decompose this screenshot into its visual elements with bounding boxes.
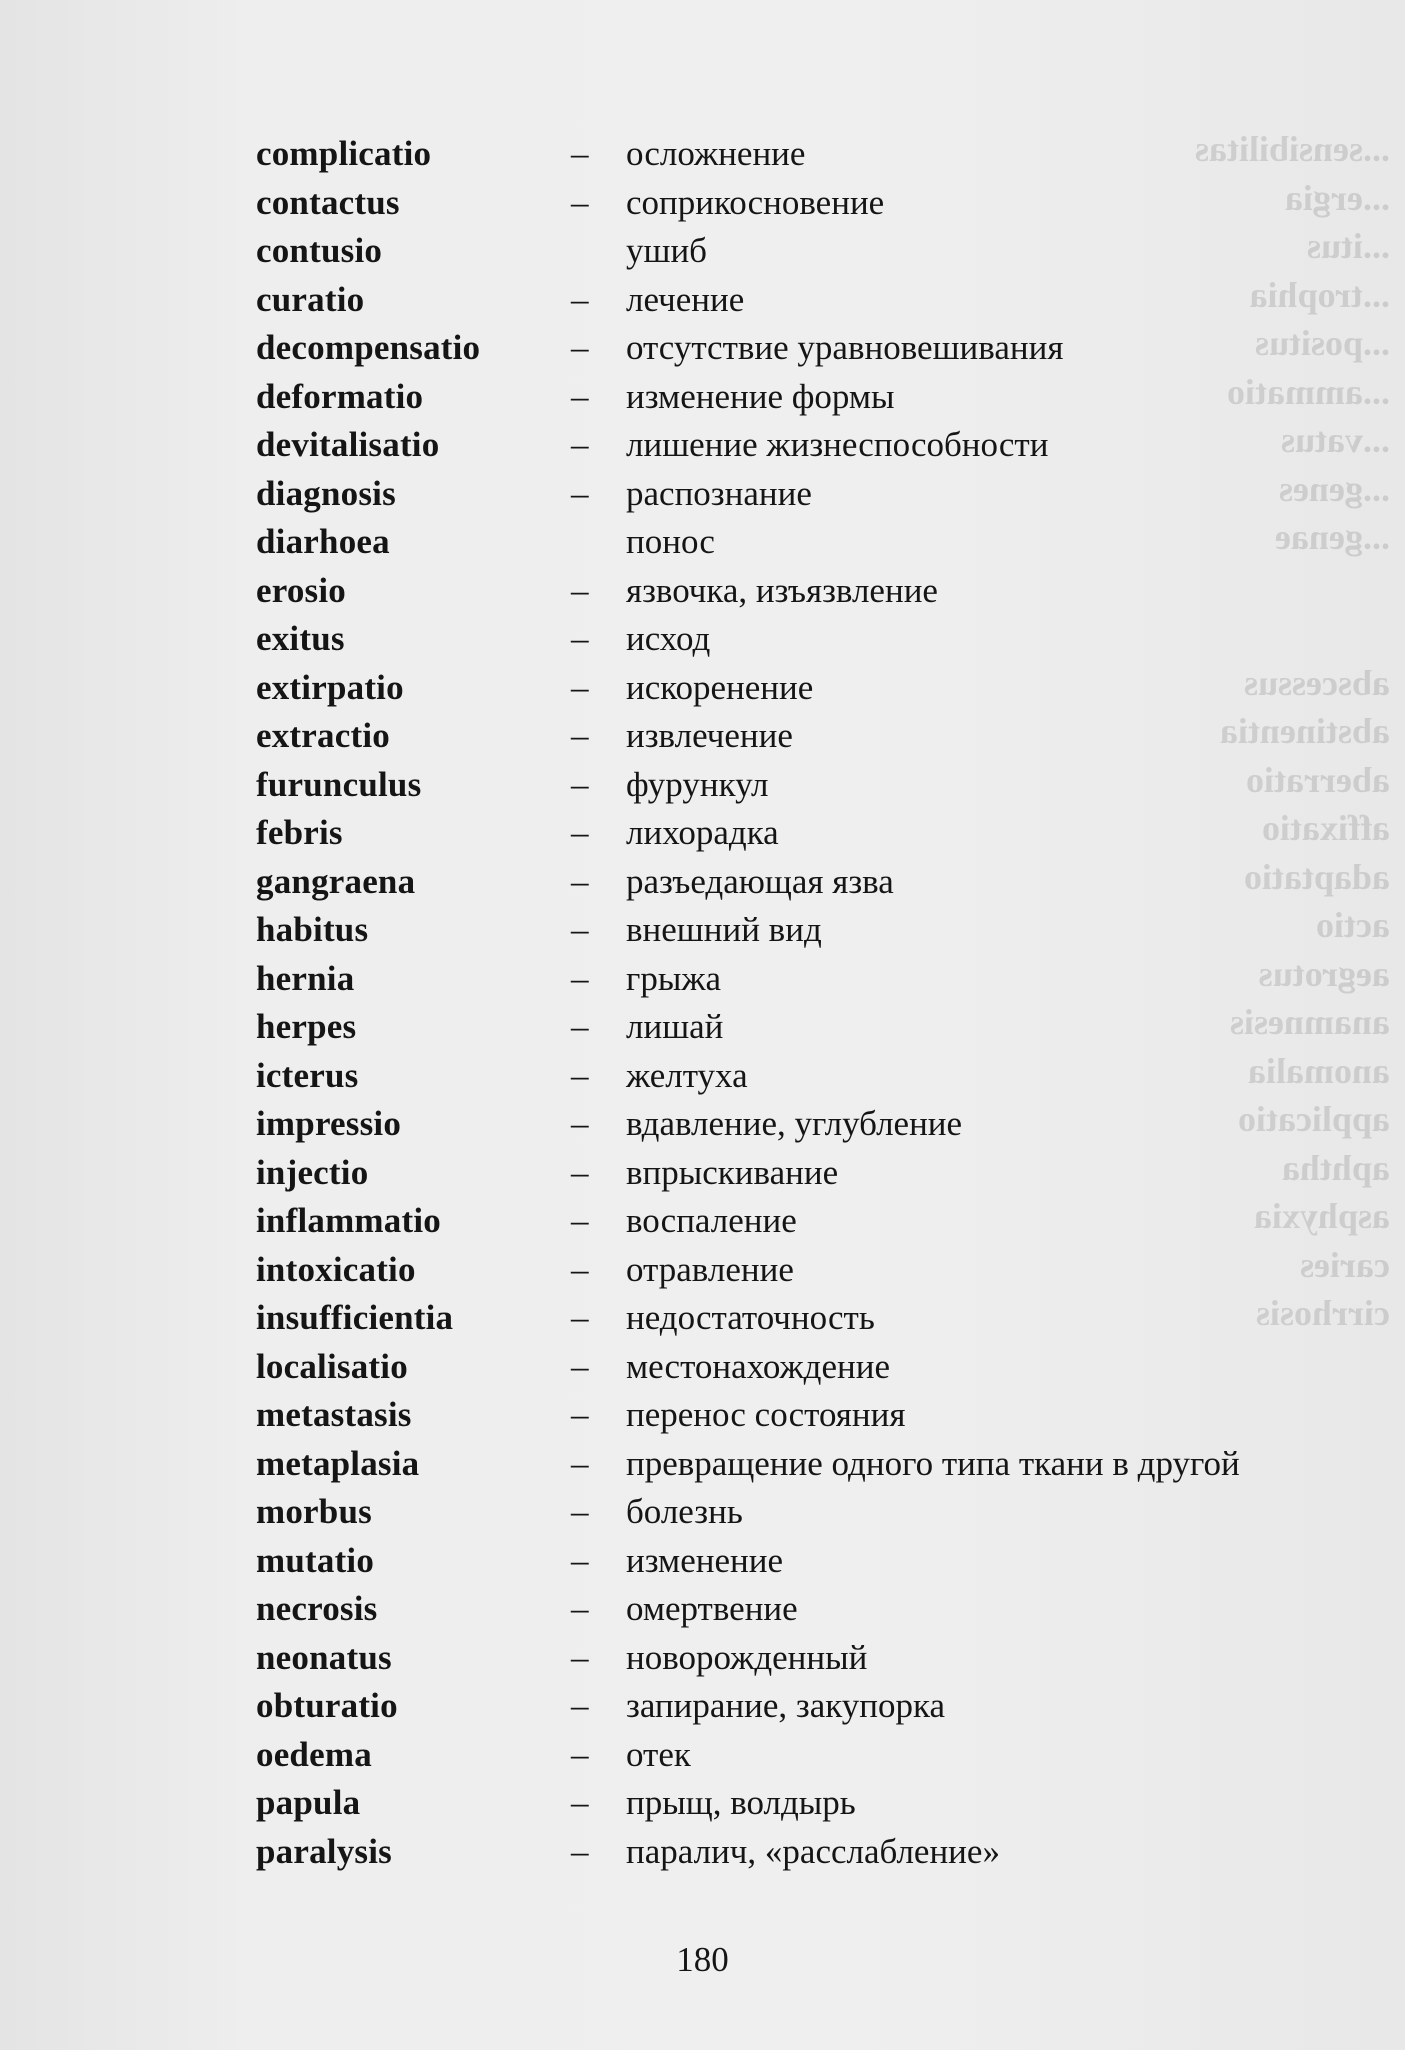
latin-term: impressio: [256, 1104, 402, 1143]
latin-term: metastasis: [256, 1395, 412, 1434]
russian-definition: желтуха: [626, 1055, 748, 1095]
russian-definition: изменение формы: [626, 376, 895, 416]
separator-dash: –: [571, 1783, 589, 1822]
glossary-entry: [256, 906, 1376, 955]
glossary-entry: [256, 518, 1376, 567]
russian-definition: отравление: [626, 1249, 794, 1289]
russian-definition: лишение жизнеспособности: [626, 425, 1049, 464]
russian-definition: отсутствие уравновешивания: [626, 328, 1064, 367]
glossary-entry: [256, 1294, 1376, 1343]
glossary-entry: [256, 858, 1376, 907]
separator-dash: –: [571, 376, 589, 416]
glossary-entry: [256, 1779, 1376, 1828]
separator-dash: –: [571, 1007, 589, 1046]
separator-dash: –: [571, 1395, 589, 1434]
glossary-entry: [256, 955, 1376, 1004]
bleed-through-line: abstinentia: [1219, 711, 1390, 751]
russian-definition: соприкосновение: [626, 182, 885, 222]
bleed-through-line: abscessus: [1243, 662, 1390, 703]
separator-dash: –: [571, 1346, 589, 1386]
glossary-entry: [256, 470, 1376, 519]
russian-definition: искоренение: [626, 667, 814, 707]
glossary-entry: [256, 664, 1376, 713]
russian-definition: впрыскивание: [626, 1152, 839, 1192]
bleed-through-line: ...genae: [1275, 517, 1390, 557]
separator-dash: –: [571, 182, 589, 222]
latin-term: diagnosis: [256, 473, 396, 513]
bleed-through-line: ...positus: [1254, 323, 1390, 363]
bleed-through-line: applicatio: [1237, 1099, 1390, 1139]
latin-term: extirpatio: [256, 667, 404, 707]
russian-definition: болезнь: [626, 1492, 743, 1531]
separator-dash: –: [571, 667, 589, 707]
glossary-entry: [256, 1391, 1376, 1440]
separator-dash: –: [571, 1152, 589, 1192]
latin-term: contusio: [256, 231, 383, 270]
separator-dash: –: [571, 958, 589, 998]
separator-dash: –: [571, 1055, 589, 1095]
latin-term: gangraena: [256, 861, 416, 901]
latin-term: herpes: [256, 1007, 357, 1046]
glossary-entry: [256, 324, 1376, 373]
glossary-entry: [256, 1731, 1376, 1780]
glossary-entry: [256, 1149, 1376, 1198]
glossary-entry: [256, 1488, 1376, 1537]
latin-term: localisatio: [256, 1346, 408, 1386]
bleed-through-line: ...vatus: [1280, 420, 1390, 460]
latin-term: obturatio: [256, 1686, 398, 1725]
glossary-entry: [256, 712, 1376, 761]
separator-dash: –: [571, 861, 589, 901]
separator-dash: –: [571, 1589, 589, 1628]
russian-definition: вдавление, углубление: [626, 1104, 963, 1143]
latin-term: paralysis: [256, 1831, 392, 1871]
bleed-through-line: cirrhosis: [1256, 1293, 1390, 1333]
bleed-through-line: aegrotus: [1258, 953, 1390, 994]
separator-dash: –: [571, 425, 589, 464]
russian-definition: ушиб: [626, 231, 707, 270]
separator-dash: –: [571, 910, 589, 949]
latin-term: exitus: [256, 619, 345, 658]
glossary-entry: [256, 1100, 1376, 1149]
glossary-entry: [256, 130, 1376, 179]
glossary-entry: [256, 809, 1376, 858]
latin-term: morbus: [256, 1492, 372, 1531]
separator-dash: –: [571, 1443, 589, 1483]
bleed-through-line: adaptatio: [1243, 856, 1390, 897]
latin-term: icterus: [256, 1055, 359, 1095]
bleed-through-line: anomalia: [1247, 1050, 1390, 1091]
russian-definition: осложнение: [626, 134, 806, 173]
bleed-through-line: aberratio: [1246, 759, 1390, 800]
bleed-through-line: aphtha: [1281, 1147, 1390, 1188]
russian-definition: понос: [626, 522, 715, 561]
separator-dash: –: [571, 279, 589, 319]
russian-definition: перенос состояния: [626, 1395, 906, 1434]
latin-term: curatio: [256, 279, 365, 319]
latin-term: hernia: [256, 958, 355, 998]
bleed-through-line: actio: [1316, 905, 1390, 945]
glossary-entry: [256, 615, 1376, 664]
latin-term: diarhoea: [256, 522, 390, 561]
bleed-through-line: ...sensibilitas: [1194, 129, 1390, 169]
russian-definition: язвочка, изъязвление: [626, 570, 938, 610]
glossary-list: [256, 130, 1376, 1876]
latin-term: devitalisatio: [256, 425, 440, 464]
russian-definition: прыщ, волдырь: [626, 1783, 856, 1822]
separator-dash: –: [571, 1492, 589, 1531]
glossary-entry: [256, 276, 1376, 325]
glossary-entry: [256, 421, 1376, 470]
russian-definition: извлечение: [626, 716, 793, 755]
separator-dash: –: [571, 1734, 589, 1774]
latin-term: extractio: [256, 716, 390, 755]
separator-dash: –: [571, 1540, 589, 1580]
russian-definition: исход: [626, 619, 711, 658]
russian-definition: разъедающая язва: [626, 861, 894, 901]
russian-definition: внешний вид: [626, 910, 822, 949]
latin-term: neonatus: [256, 1637, 392, 1677]
latin-term: contactus: [256, 182, 400, 222]
glossary-entry: [256, 1246, 1376, 1295]
russian-definition: лихорадка: [626, 813, 779, 852]
separator-dash: –: [571, 619, 589, 658]
glossary-entry: [256, 567, 1376, 616]
russian-definition: лечение: [626, 279, 745, 319]
separator-dash: –: [571, 1104, 589, 1143]
latin-term: metaplasia: [256, 1443, 420, 1483]
russian-definition: паралич, «расслабление»: [626, 1831, 1000, 1871]
glossary-entry: [256, 1003, 1376, 1052]
russian-definition: грыжа: [626, 958, 722, 998]
latin-term: furunculus: [256, 764, 422, 804]
separator-dash: –: [571, 813, 589, 852]
bleed-through-line: anamnesis: [1229, 1002, 1390, 1042]
bleed-through-line: asphyxia: [1253, 1196, 1390, 1236]
russian-definition: омертвение: [626, 1589, 798, 1628]
glossary-entry: [256, 1828, 1376, 1877]
russian-definition: отек: [626, 1734, 691, 1774]
russian-definition: местонахождение: [626, 1346, 891, 1386]
russian-definition: недостаточность: [626, 1298, 875, 1337]
russian-definition: распознание: [626, 473, 812, 513]
separator-dash: –: [571, 1298, 589, 1337]
russian-definition: лишай: [626, 1007, 724, 1046]
page-number: 180: [676, 1940, 729, 1979]
glossary-entry: [256, 1052, 1376, 1101]
separator-dash: –: [571, 1831, 589, 1871]
separator-dash: –: [571, 570, 589, 610]
bleed-through-line: ...genes: [1279, 468, 1390, 509]
latin-term: inflammatio: [256, 1201, 441, 1240]
russian-definition: воспаление: [626, 1201, 797, 1240]
glossary-entry: [256, 761, 1376, 810]
russian-definition: изменение: [626, 1540, 784, 1580]
latin-term: erosio: [256, 570, 346, 610]
bleed-through-line: affixatio: [1262, 808, 1390, 848]
russian-definition: фурункул: [626, 764, 769, 804]
latin-term: decompensatio: [256, 328, 481, 367]
glossary-entry: [256, 1197, 1376, 1246]
latin-term: complicatio: [256, 134, 432, 173]
glossary-entry: [256, 179, 1376, 228]
bleed-through-line: ...ergia: [1285, 177, 1390, 218]
latin-term: febris: [256, 813, 343, 852]
latin-term: intoxicatio: [256, 1249, 416, 1289]
glossary-entry: [256, 1585, 1376, 1634]
separator-dash: –: [571, 716, 589, 755]
separator-dash: –: [571, 1637, 589, 1677]
latin-term: habitus: [256, 910, 369, 949]
latin-term: oedema: [256, 1734, 372, 1774]
separator-dash: –: [571, 1249, 589, 1289]
separator-dash: –: [571, 1686, 589, 1725]
russian-definition: превращение одного типа ткани в другой: [626, 1443, 1240, 1483]
glossary-entry: [256, 227, 1376, 276]
separator-dash: –: [571, 134, 589, 173]
glossary-entry: [256, 1440, 1376, 1489]
glossary-entry: [256, 1682, 1376, 1731]
separator-dash: –: [571, 764, 589, 804]
bleed-through-line: caries: [1300, 1244, 1390, 1285]
latin-term: mutatio: [256, 1540, 375, 1580]
glossary-entry: [256, 1537, 1376, 1586]
bleed-through-line: ...ammatio: [1227, 371, 1390, 412]
bleed-through-line: ...itus: [1306, 226, 1390, 266]
latin-term: papula: [256, 1783, 361, 1822]
separator-dash: –: [571, 328, 589, 367]
separator-dash: –: [571, 1201, 589, 1240]
glossary-entry: [256, 373, 1376, 422]
latin-term: deformatio: [256, 376, 424, 416]
separator-dash: –: [571, 473, 589, 513]
russian-definition: запирание, закупорка: [626, 1686, 945, 1725]
latin-term: insufficientia: [256, 1298, 454, 1337]
glossary-entry: [256, 1634, 1376, 1683]
bleed-through-line: ...trophia: [1249, 274, 1390, 315]
latin-term: necrosis: [256, 1589, 378, 1628]
glossary-entry: [256, 1343, 1376, 1392]
russian-definition: новорожденный: [626, 1637, 868, 1677]
latin-term: injectio: [256, 1152, 369, 1192]
